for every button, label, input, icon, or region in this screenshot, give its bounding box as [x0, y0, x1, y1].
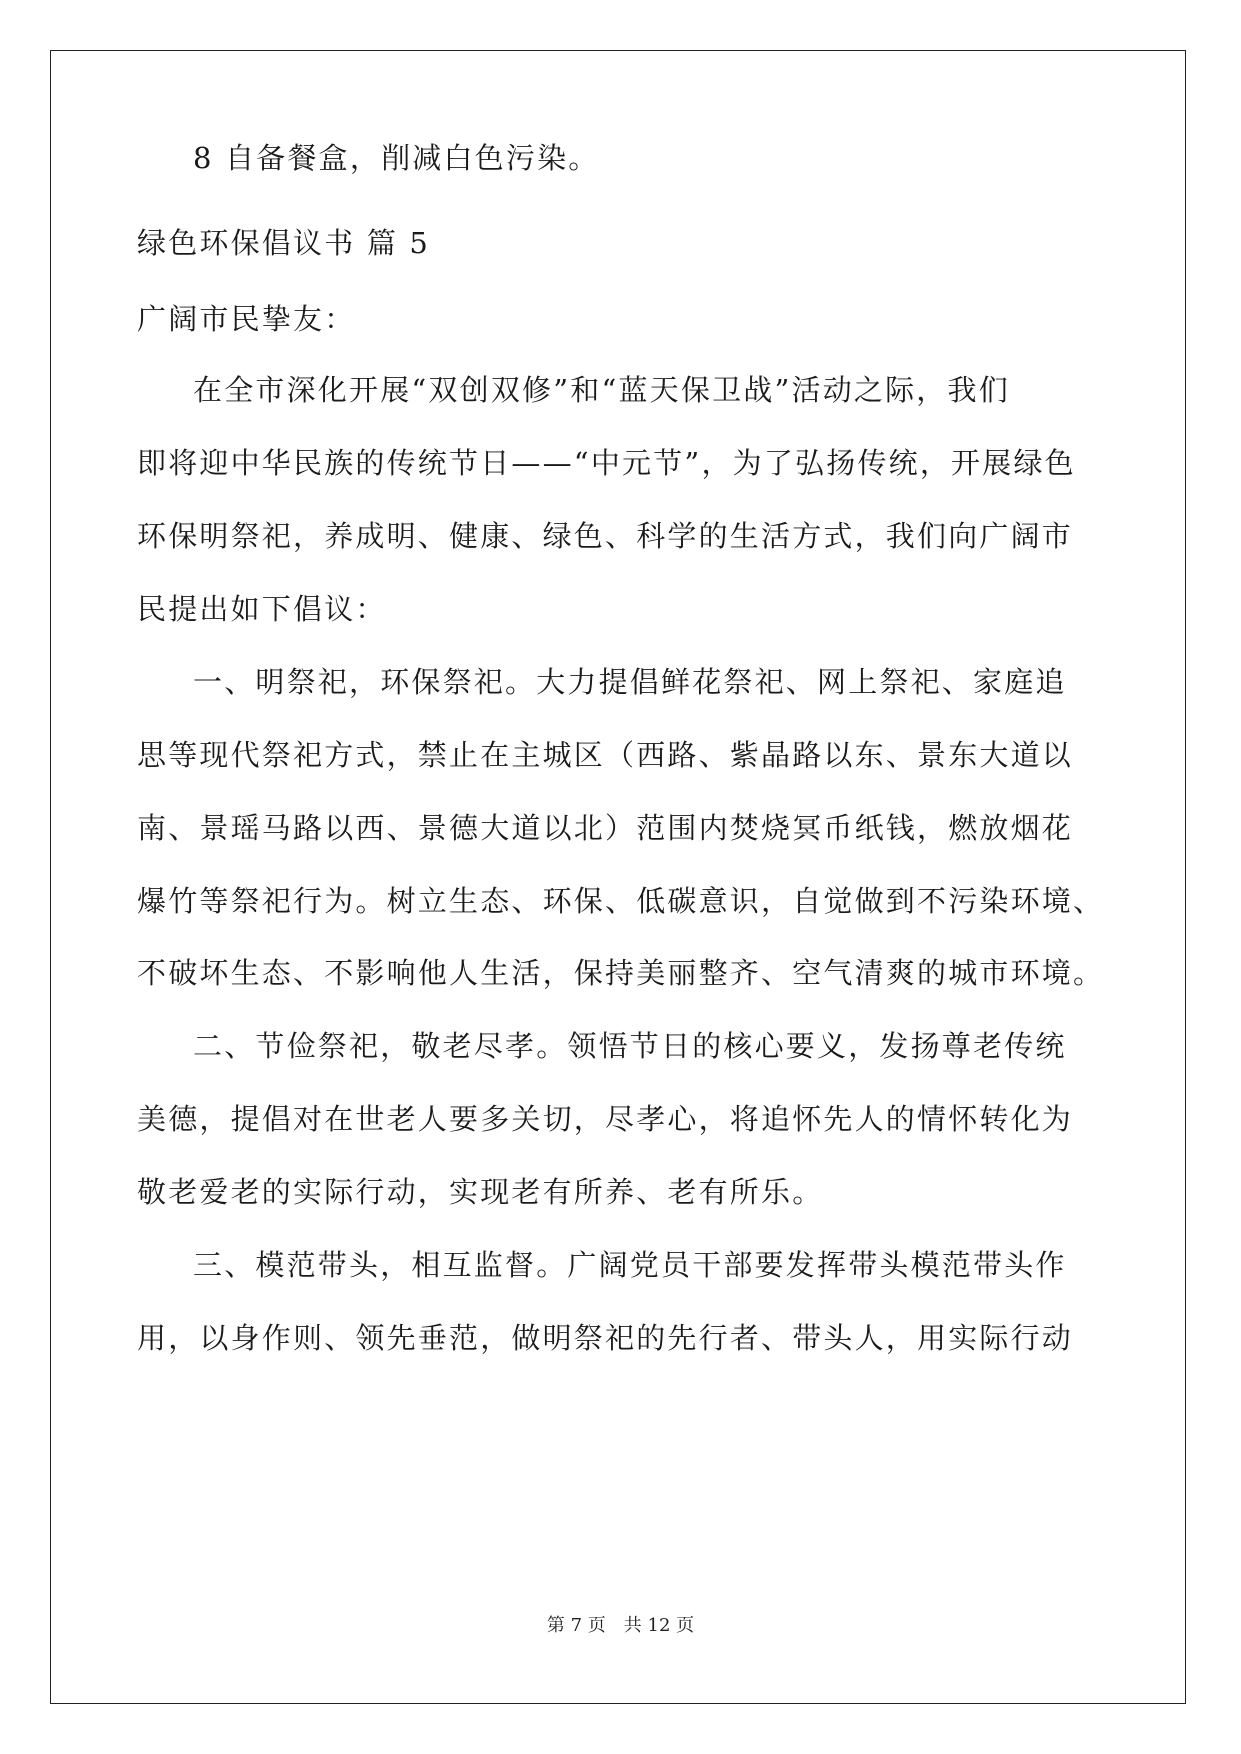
paragraph-line: 三、模范带头，相互监督。广阔党员干部要发挥带头模范带头作 [193, 1248, 1067, 1282]
paragraph-line: 不破坏生态、不影响他人生活，保持美丽整齐、空气清爽的城市环境。 [137, 956, 1105, 990]
list-item-8: 8 自备餐盒，削减白色污染。 [193, 141, 600, 175]
paragraph-line: 一、明祭祀，环保祭祀。大力提倡鲜花祭祀、网上祭祀、家庭追 [193, 665, 1067, 699]
paragraph-line: 民提出如下倡议： [137, 592, 387, 626]
section-heading: 绿色环保倡议书 篇 5 [137, 226, 431, 260]
paragraph-line: 在全市深化开展“双创双修”和“蓝天保卫战”活动之际，我们 [193, 373, 1010, 407]
paragraph-line: 用，以身作则、领先垂范，做明祭祀的先行者、带头人，用实际行动 [137, 1321, 1074, 1355]
paragraph-line: 爆竹等祭祀行为。树立生态、环保、低碳意识，自觉做到不污染环境、 [137, 884, 1105, 918]
paragraph-line: 环保明祭祀，养成明、健康、绿色、科学的生活方式，我们向广阔市 [137, 519, 1074, 553]
salutation: 广阔市民挚友： [137, 302, 356, 336]
paragraph-line: 即将迎中华民族的传统节日——“中元节”，为了弘扬传统，开展绿色 [137, 446, 1076, 480]
paragraph-line: 二、节俭祭祀，敬老尽孝。领悟节日的核心要义，发扬尊老传统 [193, 1029, 1067, 1063]
paragraph-line: 敬老爱老的实际行动，实现老有所养、老有所乐。 [137, 1175, 824, 1209]
paragraph-line: 南、景瑶马路以西、景德大道以北）范围内焚烧冥币纸钱，燃放烟花 [137, 811, 1074, 845]
page-number: 第 7 页 共 12 页 [546, 1615, 695, 1636]
paragraph-line: 思等现代祭祀方式，禁止在主城区（西路、紫晶路以东、景东大道以 [137, 738, 1074, 772]
paragraph-line: 美德，提倡对在世老人要多关切，尽孝心，将追怀先人的情怀转化为 [137, 1102, 1074, 1136]
